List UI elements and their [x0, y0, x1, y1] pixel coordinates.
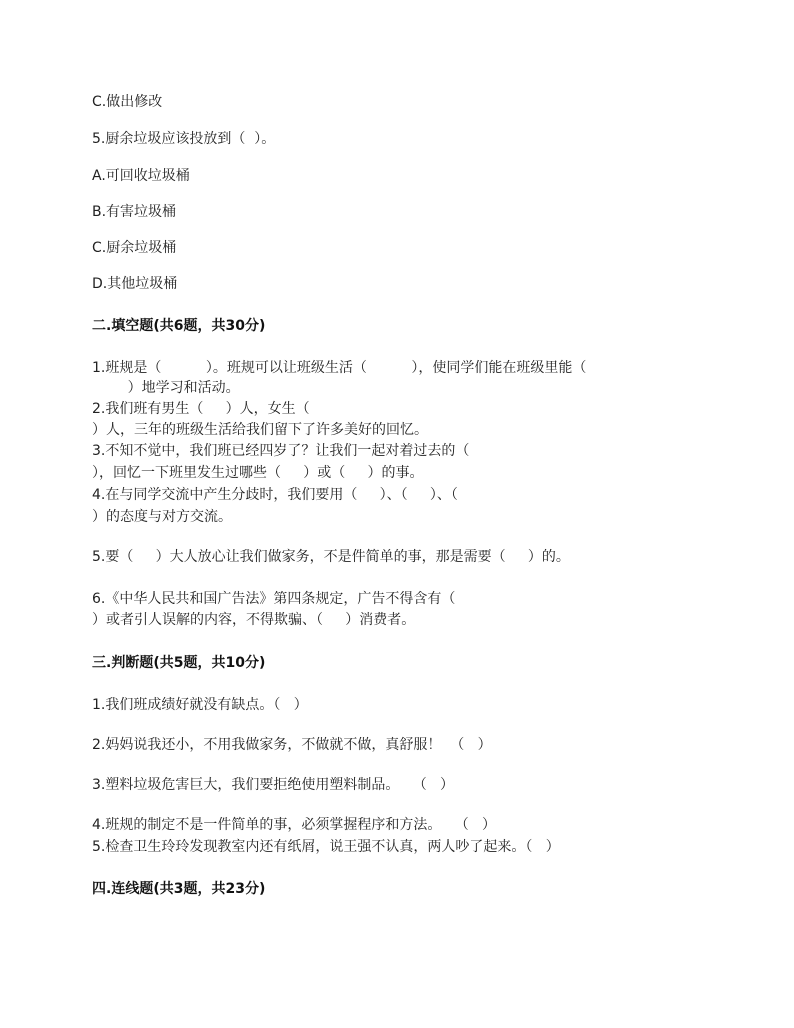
judge-q4: 4.班规的制定不是一件简单的事，必须掌握程序和方法。 （ ） — [92, 817, 497, 833]
judge-q3: 3.塑料垃圾危害巨大，我们要拒绝使用塑料制品。 （ ） — [92, 777, 455, 793]
option-c-revise: C.做出修改 — [92, 94, 163, 110]
fill-q3-line2: ），回忆一下班里发生过哪些（ ）或（ ）的事。 — [92, 465, 424, 481]
judge-q2: 2.妈妈说我还小，不用我做家务，不做就不做，真舒服！ （ ） — [92, 737, 492, 753]
fill-q1-line1: 1.班规是（ ）。班规可以让班级生活（ ），使同学们能在班级里能（ — [92, 360, 587, 376]
fill-q4-line1: 4.在与同学交流中产生分歧时，我们要用（ ）、（ ）、（ — [92, 487, 458, 503]
fill-q3-line1: 3.不知不觉中，我们班已经四岁了？让我们一起对着过去的（ — [92, 443, 470, 459]
section-3-heading: 三.判断题(共5题，共10分) — [92, 655, 266, 671]
fill-q4-line2: ）的态度与对方交流。 — [92, 509, 232, 525]
fill-q6-line2: ）或者引人误解的内容，不得欺骗、（ ）消费者。 — [92, 612, 416, 628]
judge-q5: 5.检查卫生玲玲发现教室内还有纸屑，说王强不认真，两人吵了起来。（ ） — [92, 839, 560, 855]
section-4-heading: 四.连线题(共3题，共23分) — [92, 881, 266, 897]
fill-q6-line1: 6.《中华人民共和国广告法》第四条规定，广告不得含有（ — [92, 591, 456, 607]
fill-q1-line2: ）地学习和活动。 — [92, 380, 240, 396]
judge-q1: 1.我们班成绩好就没有缺点。（ ） — [92, 697, 308, 713]
q5-option-c: C.厨余垃圾桶 — [92, 240, 177, 256]
fill-q5: 5.要（ ）大人放心让我们做家务，不是件简单的事，那是需要（ ）的。 — [92, 549, 570, 565]
fill-q2-line1: 2.我们班有男生（ ）人，女生（ — [92, 401, 310, 417]
q5-option-d: D.其他垃圾桶 — [92, 276, 178, 292]
q5-option-b: B.有害垃圾桶 — [92, 204, 177, 220]
q5-option-a: A.可回收垃圾桶 — [92, 168, 190, 184]
section-2-heading: 二.填空题(共6题，共30分) — [92, 318, 266, 334]
fill-q2-line2: ）人，三年的班级生活给我们留下了许多美好的回忆。 — [92, 422, 428, 438]
question-5-stem: 5.厨余垃圾应该投放到（ ）。 — [92, 131, 276, 147]
